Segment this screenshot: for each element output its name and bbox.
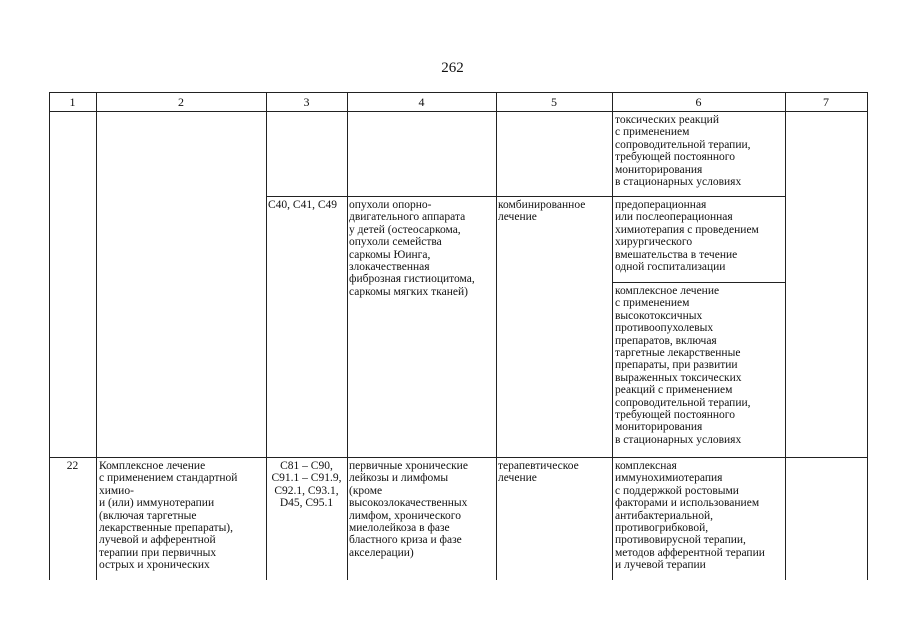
column-header: 4	[418, 95, 425, 109]
column-header: 5	[551, 95, 557, 109]
column-divider	[496, 92, 497, 580]
condition-cell: опухоли опорно- двигательного аппарата у детей (остеосаркома, опухоли семейства саркомы Юинга, злокачественная фиброзная гистиоцитома, саркомы мягких тканей)	[349, 199, 475, 298]
column-header: 6	[695, 95, 702, 109]
column-divider	[612, 92, 613, 580]
column-divider	[96, 92, 97, 580]
method-cell: комплексная иммунохимиотерапия с поддержкой ростовыми факторами и использованием антибактериальной, противогрибковой, противовирусной терапии, методов афферентной терапии и лучевой терапии	[615, 460, 765, 572]
continuation-method-cell: токсических реакций с применением сопроводительной терапии, требующей постоянного мониторирования в стационарных условиях	[615, 114, 751, 189]
treatment-type-cell: комбинированное лечение	[498, 199, 586, 224]
column-header: 2	[178, 95, 184, 109]
table-border-right	[867, 92, 868, 580]
care-type-name-cell: Комплексное лечение с применением стандартной химио- и (или) иммунотерапии (включая таргетные лекарственные препараты), лучевой и афферентной терапии при первичных острых и хронических	[99, 460, 238, 572]
column-header: 3	[303, 95, 310, 109]
column-header: 7	[823, 95, 829, 109]
row-divider	[49, 457, 867, 458]
row-divider	[612, 282, 785, 283]
table-border-left	[49, 92, 50, 580]
header-divider	[49, 111, 867, 112]
row-divider	[266, 196, 785, 197]
row-number-cell: 22	[66, 460, 79, 472]
method-cell: предоперационная или послеоперационная химиотерапия с проведением хирургического вмешательства в течение одной госпитализации	[615, 199, 759, 274]
diagnosis-codes-cell: C40, C41, C49	[268, 199, 338, 211]
treatment-type-cell: терапевтическое лечение	[498, 460, 579, 485]
column-divider	[785, 92, 786, 580]
page-number: 262	[441, 60, 464, 76]
method-cell: комплексное лечение с применением высокотоксичных противоопухолевых препаратов, включая таргетные лекарственные препараты, при развитии выраженных токсических реакций с применением сопроводительной терапии, требующей постоянного мониторирования в стационарных условиях	[615, 285, 751, 446]
column-divider	[347, 92, 348, 580]
column-header: 1	[69, 95, 76, 109]
diagnosis-codes-cell: C81 – C90, C91.1 – C91.9, C92.1, C93.1, D45, C95.1	[271, 460, 342, 510]
condition-cell: первичные хронические лейкозы и лимфомы (кроме высокозлокачественных лимфом, хронического миелолейкоза в фазе бластного криза и фазе акселерации)	[349, 460, 468, 559]
